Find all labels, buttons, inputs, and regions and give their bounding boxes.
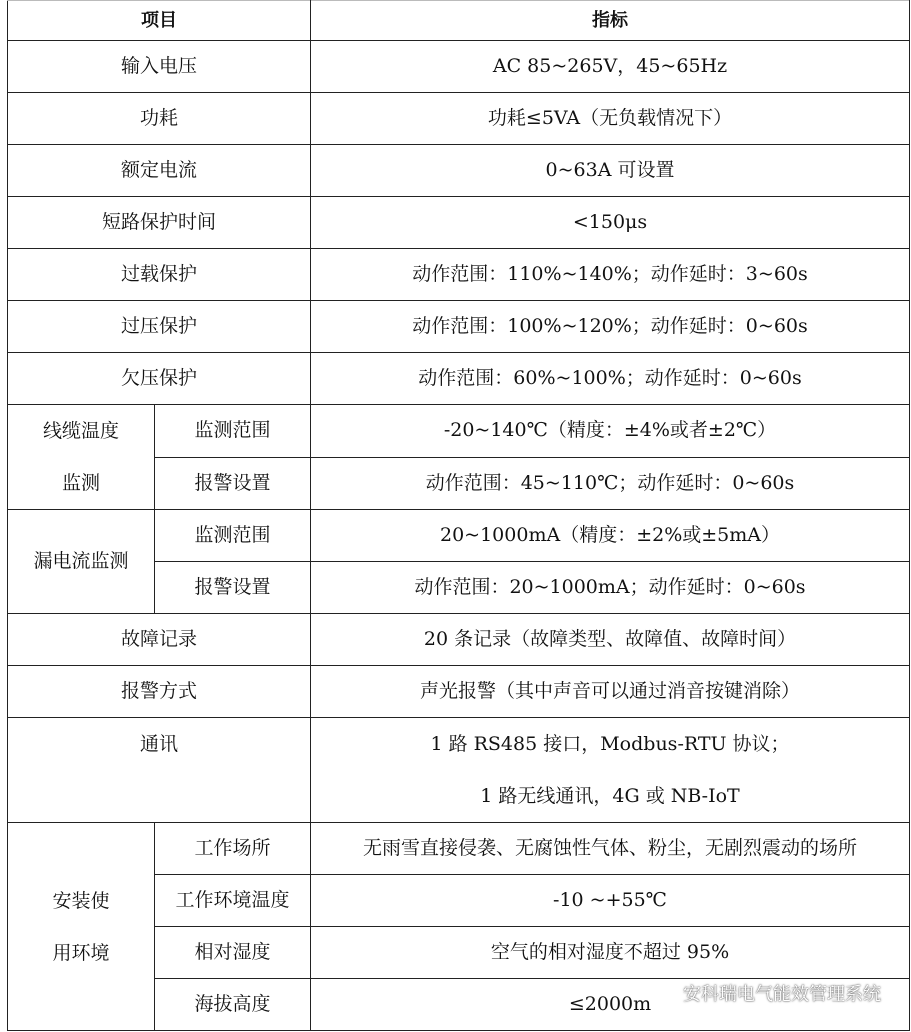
table-row: [8, 197, 910, 249]
sub-item: 监测范围: [155, 405, 311, 458]
row-item: 功耗: [8, 93, 311, 145]
row-spec: 无雨雪直接侵袭、无腐蚀性气体、粉尘，无剧烈震动的场所: [311, 823, 910, 875]
row-spec: 动作范围：110%~140%；动作延时：3~60s: [311, 249, 910, 301]
table-row: [8, 666, 910, 718]
spec-table-container: [7, 0, 909, 1031]
row-item: 输入电压: [8, 41, 311, 93]
row-spec: AC 85~265V，45~65Hz: [311, 41, 910, 93]
row-spec: 功耗≤5VA（无负载情况下）: [311, 93, 910, 145]
table-header-row: [8, 1, 910, 41]
row-spec: 20~1000mA（精度：±2%或±5mA）: [311, 510, 910, 562]
row-spec: 动作范围：45~110℃；动作延时：0~60s: [311, 457, 910, 510]
group-cell-cable-temp: [8, 405, 155, 510]
row-spec: -10 ~+55℃: [311, 875, 910, 927]
table-row: [8, 405, 910, 458]
table-row: [8, 353, 910, 405]
row-item: 故障记录: [8, 614, 311, 666]
table-row: [8, 510, 910, 562]
table-row: [8, 301, 910, 353]
row-spec: 动作范围：20~1000mA；动作延时：0~60s: [311, 562, 910, 614]
row-spec: 动作范围：100%~120%；动作延时：0~60s: [311, 301, 910, 353]
header-spec: 指标: [311, 1, 910, 41]
group-label-line2: 用环境: [52, 941, 110, 964]
row-item: 额定电流: [8, 145, 311, 197]
sub-item: 相对湿度: [155, 927, 311, 979]
sub-item: 工作场所: [155, 823, 311, 875]
group-label-line1: 安装使: [52, 889, 110, 912]
sub-item: 海拔高度: [155, 979, 311, 1031]
sub-item: 报警设置: [155, 457, 311, 510]
row-item: 短路保护时间: [8, 197, 311, 249]
row-item: [8, 718, 311, 823]
table-row: [8, 823, 910, 875]
sub-item: 工作环境温度: [155, 875, 311, 927]
group-cell-install-env: [8, 823, 155, 1031]
comm-spec-line2: 1 路无线通讯，4G 或 NB-IoT: [480, 785, 740, 807]
row-item: 过压保护: [8, 301, 311, 353]
row-spec: 空气的相对湿度不超过 95%: [311, 927, 910, 979]
row-item: 欠压保护: [8, 353, 311, 405]
row-spec: <150μs: [311, 197, 910, 249]
table-row: [8, 41, 910, 93]
table-row: [8, 718, 910, 823]
comm-label: 通讯: [139, 733, 178, 755]
row-spec: ≤2000m: [311, 979, 910, 1031]
row-spec: -20~140℃（精度：±4%或者±2℃）: [311, 405, 910, 458]
row-spec: [311, 718, 910, 823]
sub-item: 监测范围: [155, 510, 311, 562]
row-item: 过载保护: [8, 249, 311, 301]
sub-item: 报警设置: [155, 562, 311, 614]
group-label-line2: 监测: [61, 472, 100, 494]
row-spec: 20 条记录（故障类型、故障值、故障时间）: [311, 614, 910, 666]
row-spec: 动作范围：60%~100%；动作延时：0~60s: [311, 353, 910, 405]
table-row: [8, 145, 910, 197]
header-item: 项目: [8, 1, 311, 41]
comm-spec-line1: 1 路 RS485 接口，Modbus-RTU 协议；: [430, 733, 790, 755]
table-row: [8, 249, 910, 301]
group-label-line1: 线缆温度: [42, 420, 119, 442]
table-row: [8, 614, 910, 666]
row-spec: 0~63A 可设置: [311, 145, 910, 197]
row-item: 报警方式: [8, 666, 311, 718]
spec-table: [7, 0, 910, 1031]
watermark-text: 安科瑞电气能效管理系统: [683, 984, 881, 1005]
row-spec: 声光报警（其中声音可以通过消音按键消除）: [311, 666, 910, 718]
table-row: [8, 93, 910, 145]
group-cell-leakage: 漏电流监测: [8, 510, 155, 614]
